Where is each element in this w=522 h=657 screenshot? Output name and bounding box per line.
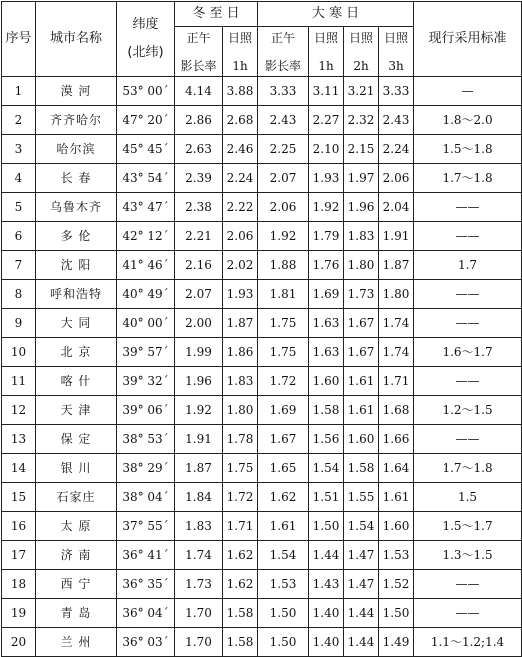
cell-latitude: 40° 00´	[117, 309, 175, 338]
table-row	[2, 135, 522, 164]
header-standard: 现行采用标准	[414, 2, 522, 77]
header-latitude	[117, 2, 175, 77]
cell-city: 漠 河	[36, 77, 117, 106]
cell-city: 呼和浩特	[36, 280, 117, 309]
cell-standard: 1.5～1.7	[414, 512, 522, 541]
cell-ws-noon: 2.07	[175, 280, 223, 309]
cell-latitude: 36° 04´	[117, 599, 175, 628]
header-mc-sun-1h-line1: 日照	[314, 30, 339, 45]
cell-mc-noon: 3.33	[258, 77, 309, 106]
cell-mc-3h: 2.04	[379, 193, 414, 222]
cell-ws-1h: 1.62	[223, 570, 258, 599]
cell-mc-2h: 1.47	[344, 541, 379, 570]
header-mc-sun-3h-line2: 3h	[388, 58, 404, 73]
cell-mc-3h: 1.60	[379, 512, 414, 541]
cell-mc-2h: 2.32	[344, 106, 379, 135]
cell-mc-2h: 1.97	[344, 164, 379, 193]
header-mc-sun-1h-line2: 1h	[318, 58, 334, 73]
cell-city: 济 南	[36, 541, 117, 570]
cell-mc-1h: 1.63	[309, 309, 344, 338]
cell-ws-noon: 1.96	[175, 367, 223, 396]
cell-mc-2h: 1.44	[344, 599, 379, 628]
table-row	[2, 106, 522, 135]
cell-mc-2h: 1.61	[344, 367, 379, 396]
cell-ws-1h: 1.58	[223, 628, 258, 657]
cell-mc-noon: 1.69	[258, 396, 309, 425]
cell-city: 太 原	[36, 512, 117, 541]
cell-mc-1h: 1.54	[309, 454, 344, 483]
cell-mc-2h: 1.60	[344, 425, 379, 454]
cell-ws-noon: 1.91	[175, 425, 223, 454]
table-row	[2, 628, 522, 657]
cell-mc-noon: 1.50	[258, 599, 309, 628]
header-latitude-line1: 纬度	[132, 17, 159, 32]
cell-mc-noon: 1.65	[258, 454, 309, 483]
cell-index: 2	[2, 106, 36, 135]
cell-mc-1h: 1.51	[309, 483, 344, 512]
cell-ws-noon: 2.39	[175, 164, 223, 193]
header-mc-sun-3h	[379, 27, 414, 77]
cell-ws-1h: 1.80	[223, 396, 258, 425]
header-mc-sun-2h	[344, 27, 379, 77]
table-row	[2, 454, 522, 483]
cell-latitude: 37° 55´	[117, 512, 175, 541]
header-ws-noon-line2: 影长率	[180, 58, 217, 73]
cell-mc-2h: 3.21	[344, 77, 379, 106]
cell-mc-3h: 1.53	[379, 541, 414, 570]
cell-latitude: 41° 46´	[117, 251, 175, 280]
cell-mc-noon: 2.06	[258, 193, 309, 222]
cell-mc-noon: 1.62	[258, 483, 309, 512]
cell-ws-noon: 1.99	[175, 338, 223, 367]
cell-city: 沈 阳	[36, 251, 117, 280]
cell-mc-3h: 1.64	[379, 454, 414, 483]
cell-ws-1h: 1.93	[223, 280, 258, 309]
cell-latitude: 45° 45´	[117, 135, 175, 164]
cell-mc-noon: 1.75	[258, 309, 309, 338]
cell-ws-1h: 1.72	[223, 483, 258, 512]
table-row	[2, 512, 522, 541]
cell-mc-3h: 1.61	[379, 483, 414, 512]
cell-standard: 1.7～1.8	[414, 164, 522, 193]
table-row	[2, 599, 522, 628]
cell-standard: 1.1～1.2;1.4	[414, 628, 522, 657]
table-row	[2, 541, 522, 570]
cell-ws-1h: 2.06	[223, 222, 258, 251]
cell-mc-3h: 1.50	[379, 599, 414, 628]
cell-mc-1h: 1.69	[309, 280, 344, 309]
cell-index: 17	[2, 541, 36, 570]
cell-mc-1h: 1.56	[309, 425, 344, 454]
cell-ws-noon: 1.83	[175, 512, 223, 541]
table-row	[2, 396, 522, 425]
cell-latitude: 36° 41´	[117, 541, 175, 570]
cell-ws-1h: 1.83	[223, 367, 258, 396]
table-row	[2, 193, 522, 222]
cell-ws-1h: 1.62	[223, 541, 258, 570]
cell-index: 10	[2, 338, 36, 367]
table-row	[2, 338, 522, 367]
cell-mc-2h: 1.83	[344, 222, 379, 251]
cell-latitude: 53° 00´	[117, 77, 175, 106]
cell-standard: ——	[414, 367, 522, 396]
cell-ws-1h: 1.87	[223, 309, 258, 338]
cell-mc-3h: 1.74	[379, 338, 414, 367]
table-row	[2, 425, 522, 454]
cell-city: 保 定	[36, 425, 117, 454]
cell-city: 石家庄	[36, 483, 117, 512]
header-ws-sun	[223, 27, 258, 77]
cell-ws-noon: 1.73	[175, 570, 223, 599]
cell-mc-noon: 1.92	[258, 222, 309, 251]
header-mc-sun-1h	[309, 27, 344, 77]
cell-index: 3	[2, 135, 36, 164]
cell-index: 13	[2, 425, 36, 454]
cell-standard: 1.7	[414, 251, 522, 280]
cell-ws-1h: 1.71	[223, 512, 258, 541]
shadow-ratio-table	[1, 1, 522, 657]
cell-mc-noon: 2.43	[258, 106, 309, 135]
cell-standard: ——	[414, 599, 522, 628]
cell-latitude: 36° 03´	[117, 628, 175, 657]
cell-mc-noon: 1.81	[258, 280, 309, 309]
cell-ws-1h: 1.75	[223, 454, 258, 483]
cell-mc-2h: 1.47	[344, 570, 379, 599]
cell-mc-2h: 1.67	[344, 309, 379, 338]
cell-mc-noon: 1.72	[258, 367, 309, 396]
cell-ws-noon: 1.84	[175, 483, 223, 512]
cell-index: 6	[2, 222, 36, 251]
cell-city: 多 伦	[36, 222, 117, 251]
cell-mc-3h: 3.33	[379, 77, 414, 106]
cell-mc-3h: 1.66	[379, 425, 414, 454]
cell-index: 14	[2, 454, 36, 483]
cell-latitude: 43° 54´	[117, 164, 175, 193]
cell-mc-1h: 1.50	[309, 512, 344, 541]
cell-index: 11	[2, 367, 36, 396]
cell-latitude: 38° 29´	[117, 454, 175, 483]
header-ws-noon	[175, 27, 223, 77]
header-major-cold: 大 寒 日	[258, 2, 414, 27]
cell-ws-1h: 1.78	[223, 425, 258, 454]
cell-index: 5	[2, 193, 36, 222]
cell-mc-3h: 1.80	[379, 280, 414, 309]
cell-mc-1h: 3.11	[309, 77, 344, 106]
cell-mc-noon: 1.61	[258, 512, 309, 541]
cell-mc-2h: 1.80	[344, 251, 379, 280]
cell-index: 20	[2, 628, 36, 657]
cell-ws-noon: 1.74	[175, 541, 223, 570]
header-mc-noon-line2: 影长率	[265, 58, 302, 73]
cell-latitude: 42° 12´	[117, 222, 175, 251]
cell-ws-noon: 2.00	[175, 309, 223, 338]
cell-mc-2h: 1.96	[344, 193, 379, 222]
table-row	[2, 570, 522, 599]
table-row	[2, 483, 522, 512]
header-mc-sun-3h-line1: 日照	[384, 30, 409, 45]
cell-standard: 1.7～1.8	[414, 454, 522, 483]
cell-mc-3h: 1.68	[379, 396, 414, 425]
header-ws-sun-line1: 日照	[228, 30, 253, 45]
cell-mc-1h: 1.60	[309, 367, 344, 396]
cell-index: 18	[2, 570, 36, 599]
cell-mc-1h: 1.76	[309, 251, 344, 280]
cell-mc-noon: 2.25	[258, 135, 309, 164]
cell-latitude: 38° 04´	[117, 483, 175, 512]
header-ws-noon-line1: 正午	[186, 30, 211, 45]
cell-standard: ——	[414, 280, 522, 309]
cell-ws-noon: 1.87	[175, 454, 223, 483]
cell-mc-noon: 1.50	[258, 628, 309, 657]
cell-standard: 1.3～1.5	[414, 541, 522, 570]
cell-standard: ——	[414, 425, 522, 454]
cell-mc-1h: 1.44	[309, 541, 344, 570]
cell-ws-1h: 1.86	[223, 338, 258, 367]
cell-mc-3h: 1.87	[379, 251, 414, 280]
cell-mc-2h: 1.61	[344, 396, 379, 425]
header-row-top	[2, 2, 522, 27]
cell-mc-3h: 1.71	[379, 367, 414, 396]
cell-ws-1h: 2.68	[223, 106, 258, 135]
cell-index: 15	[2, 483, 36, 512]
cell-standard: ——	[414, 570, 522, 599]
header-ws-sun-line2: 1h	[232, 58, 248, 73]
cell-mc-1h: 1.79	[309, 222, 344, 251]
cell-mc-3h: 2.24	[379, 135, 414, 164]
cell-latitude: 39° 57´	[117, 338, 175, 367]
cell-latitude: 36° 35´	[117, 570, 175, 599]
cell-standard: 1.5	[414, 483, 522, 512]
cell-index: 7	[2, 251, 36, 280]
cell-mc-noon: 1.53	[258, 570, 309, 599]
cell-mc-3h: 1.52	[379, 570, 414, 599]
cell-mc-1h: 1.63	[309, 338, 344, 367]
cell-standard: 1.8～2.0	[414, 106, 522, 135]
cell-ws-1h: 2.22	[223, 193, 258, 222]
cell-mc-3h: 2.06	[379, 164, 414, 193]
cell-index: 8	[2, 280, 36, 309]
cell-standard: ——	[414, 193, 522, 222]
cell-ws-1h: 2.24	[223, 164, 258, 193]
cell-index: 4	[2, 164, 36, 193]
cell-ws-noon: 2.38	[175, 193, 223, 222]
cell-city: 齐齐哈尔	[36, 106, 117, 135]
cell-mc-noon: 1.88	[258, 251, 309, 280]
header-latitude-line2: (北纬)	[127, 45, 164, 60]
cell-city: 兰 州	[36, 628, 117, 657]
cell-index: 16	[2, 512, 36, 541]
cell-ws-noon: 1.92	[175, 396, 223, 425]
cell-index: 19	[2, 599, 36, 628]
cell-city: 乌鲁木齐	[36, 193, 117, 222]
header-winter-solstice: 冬 至 日	[175, 2, 258, 27]
cell-ws-noon: 2.86	[175, 106, 223, 135]
cell-index: 1	[2, 77, 36, 106]
cell-ws-noon: 2.21	[175, 222, 223, 251]
table-row	[2, 309, 522, 338]
table-row	[2, 280, 522, 309]
cell-city: 哈尔滨	[36, 135, 117, 164]
header-mc-noon-line1: 正午	[271, 30, 296, 45]
cell-latitude: 39° 06´	[117, 396, 175, 425]
header-index: 序号	[2, 2, 36, 77]
cell-standard: 1.6～1.7	[414, 338, 522, 367]
cell-ws-noon: 1.70	[175, 628, 223, 657]
cell-standard: —	[414, 77, 522, 106]
cell-mc-2h: 1.67	[344, 338, 379, 367]
cell-mc-3h: 1.91	[379, 222, 414, 251]
cell-mc-3h: 2.43	[379, 106, 414, 135]
cell-ws-noon: 4.14	[175, 77, 223, 106]
cell-city: 天 津	[36, 396, 117, 425]
cell-ws-noon: 1.70	[175, 599, 223, 628]
cell-mc-2h: 2.15	[344, 135, 379, 164]
cell-city: 西 宁	[36, 570, 117, 599]
cell-ws-1h: 2.02	[223, 251, 258, 280]
cell-city: 银 川	[36, 454, 117, 483]
header-mc-noon	[258, 27, 309, 77]
cell-city: 北 京	[36, 338, 117, 367]
cell-standard: 1.5～1.8	[414, 135, 522, 164]
table-row	[2, 77, 522, 106]
cell-ws-1h: 1.58	[223, 599, 258, 628]
cell-latitude: 40° 49´	[117, 280, 175, 309]
table-row	[2, 251, 522, 280]
header-mc-sun-2h-line2: 2h	[353, 58, 369, 73]
cell-mc-2h: 1.55	[344, 483, 379, 512]
cell-index: 12	[2, 396, 36, 425]
cell-ws-1h: 3.88	[223, 77, 258, 106]
cell-mc-1h: 1.40	[309, 599, 344, 628]
cell-mc-1h: 1.43	[309, 570, 344, 599]
cell-mc-noon: 2.07	[258, 164, 309, 193]
cell-mc-3h: 1.74	[379, 309, 414, 338]
cell-latitude: 43° 47´	[117, 193, 175, 222]
cell-ws-noon: 2.16	[175, 251, 223, 280]
cell-mc-3h: 1.49	[379, 628, 414, 657]
cell-ws-1h: 2.46	[223, 135, 258, 164]
table-row	[2, 164, 522, 193]
header-city: 城市名称	[36, 2, 117, 77]
cell-mc-1h: 1.40	[309, 628, 344, 657]
cell-mc-2h: 1.58	[344, 454, 379, 483]
cell-mc-2h: 1.54	[344, 512, 379, 541]
cell-city: 青 岛	[36, 599, 117, 628]
cell-mc-1h: 2.27	[309, 106, 344, 135]
cell-standard: 1.2～1.5	[414, 396, 522, 425]
cell-latitude: 39° 32´	[117, 367, 175, 396]
cell-latitude: 47° 20´	[117, 106, 175, 135]
cell-mc-noon: 1.75	[258, 338, 309, 367]
cell-mc-2h: 1.44	[344, 628, 379, 657]
cell-standard: ——	[414, 309, 522, 338]
cell-index: 9	[2, 309, 36, 338]
cell-mc-2h: 1.73	[344, 280, 379, 309]
table-row	[2, 222, 522, 251]
cell-latitude: 38° 53´	[117, 425, 175, 454]
cell-mc-1h: 1.92	[309, 193, 344, 222]
cell-mc-1h: 2.10	[309, 135, 344, 164]
cell-city: 长 春	[36, 164, 117, 193]
cell-city: 喀 什	[36, 367, 117, 396]
cell-ws-noon: 2.63	[175, 135, 223, 164]
cell-standard: ——	[414, 222, 522, 251]
header-mc-sun-2h-line1: 日照	[349, 30, 374, 45]
table-row	[2, 367, 522, 396]
cell-city: 大 同	[36, 309, 117, 338]
cell-mc-1h: 1.58	[309, 396, 344, 425]
cell-mc-1h: 1.93	[309, 164, 344, 193]
cell-mc-noon: 1.54	[258, 541, 309, 570]
cell-mc-noon: 1.67	[258, 425, 309, 454]
